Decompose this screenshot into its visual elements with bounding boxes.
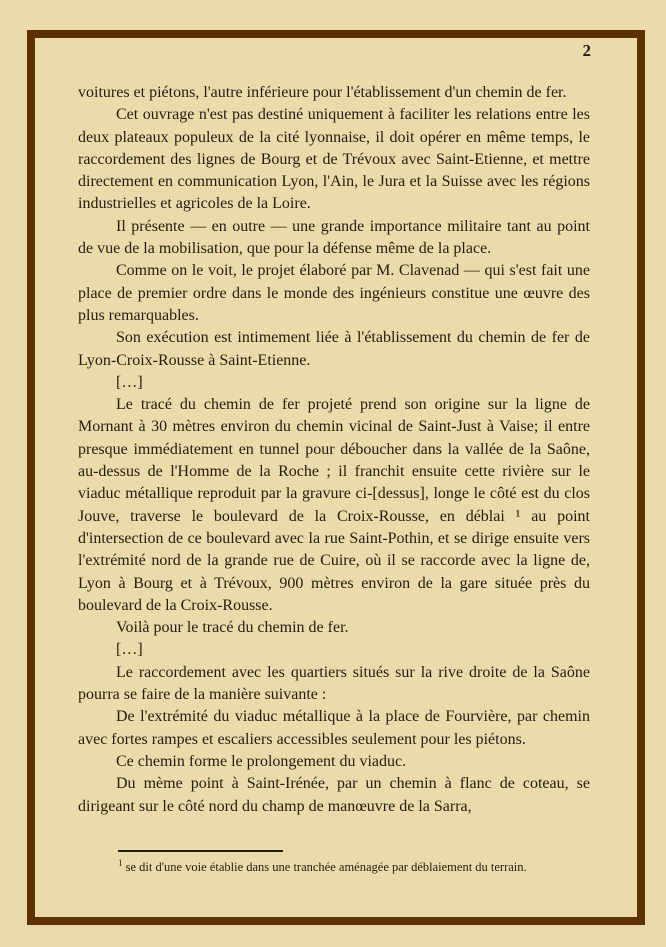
- paragraph: De l'extrémité du viaduc métallique à la place de Fourvière, par chemin avec fortes rampes et escaliers accessibles seulement pour les piétons.: [78, 708, 590, 748]
- paragraph: Comme on le voit, le projet élaboré par M. Clavenad — qui s'est fait une place de premier ordre dans le monde des ingénieurs constitue une œuvre des plus remarquables.: [78, 262, 590, 324]
- page-content: [78, 82, 601, 891]
- page-border-frame: [27, 30, 645, 925]
- paragraph: voitures et piétons, l'autre inférieure pour l'établissement d'un chemin de fer.: [78, 84, 567, 101]
- paragraph: […]: [116, 373, 143, 391]
- paragraph: Cet ouvrage n'est pas destiné uniquement à faciliter les relations entre les deux plateaux populeux de la cité lyonnaise, il doit opérer en même temps, le raccordement des lignes de Bourg et de Trévoux avec Saint-Etienne, et mettre directement en communication Lyon, l'Ain, le Jura et la Suisse avec les régions industrielles et agricoles de la Loire.: [78, 106, 590, 213]
- footnote-text: [118, 859, 598, 875]
- paragraph: Il présente — en outre — une grande importance militaire tant au point de vue de la mobilisation, que pour la défense même de la place.: [78, 217, 590, 258]
- paragraph: […]: [116, 641, 143, 659]
- paragraph: Le tracé du chemin de fer projeté prend son origine sur la ligne de Mornant à 30 mètres environ du chemin vicinal de Saint-Just à Vaise; il entre presque immédiatement en tunnel pour déboucher dans la vallée de la Saône, au-dessus de l'Homme de la Roche ; il franchit ensuite cette rivière sur le viaduc métallique reproduit par la gravure ci-[dessus], longe le côté est du clos Jouve, traverse le boulevard de la Croix-Rousse, en déblai ¹ au point d'intersection de ce boulevard avec la rue Saint-Pothin, et se dirige ensuite vers l'extrémité nord de la grande rue de Cuire, où il se raccorde avec la ligne de, Lyon à Bourg et à Trévoux, 900 mètres environ de la gare située près du boulevard de la Croix-Rousse.: [78, 396, 590, 614]
- footnote: [118, 850, 598, 891]
- paragraph: Le raccordement avec les quartiers situés sur la rive droite de la Saône pourra se faire de la manière suivante :: [78, 663, 590, 704]
- paragraph: Ce chemin forme le prolongement du viaduc.: [116, 752, 407, 770]
- page-number: 2: [582, 41, 591, 60]
- footnote-separator: [118, 850, 283, 852]
- footnote-body: se dit d'une voie établie dans une tranchée aménagée par déblaiement du terrain.: [122, 860, 527, 874]
- footnote-marker: 1: [118, 857, 123, 868]
- paragraph: Son exécution est intimement liée à l'établissement du chemin de fer de Lyon-Croix-Rousse à Saint-Etienne.: [78, 329, 590, 369]
- paragraph: Du mème point à Saint-Irénée, par un chemin à flanc de coteau, se dirigeant sur le côté nord du champ de manœuvre de la Sarra,: [78, 775, 590, 815]
- body-text: [78, 82, 590, 818]
- paragraph: Voilà pour le tracé du chemin de fer.: [116, 619, 349, 637]
